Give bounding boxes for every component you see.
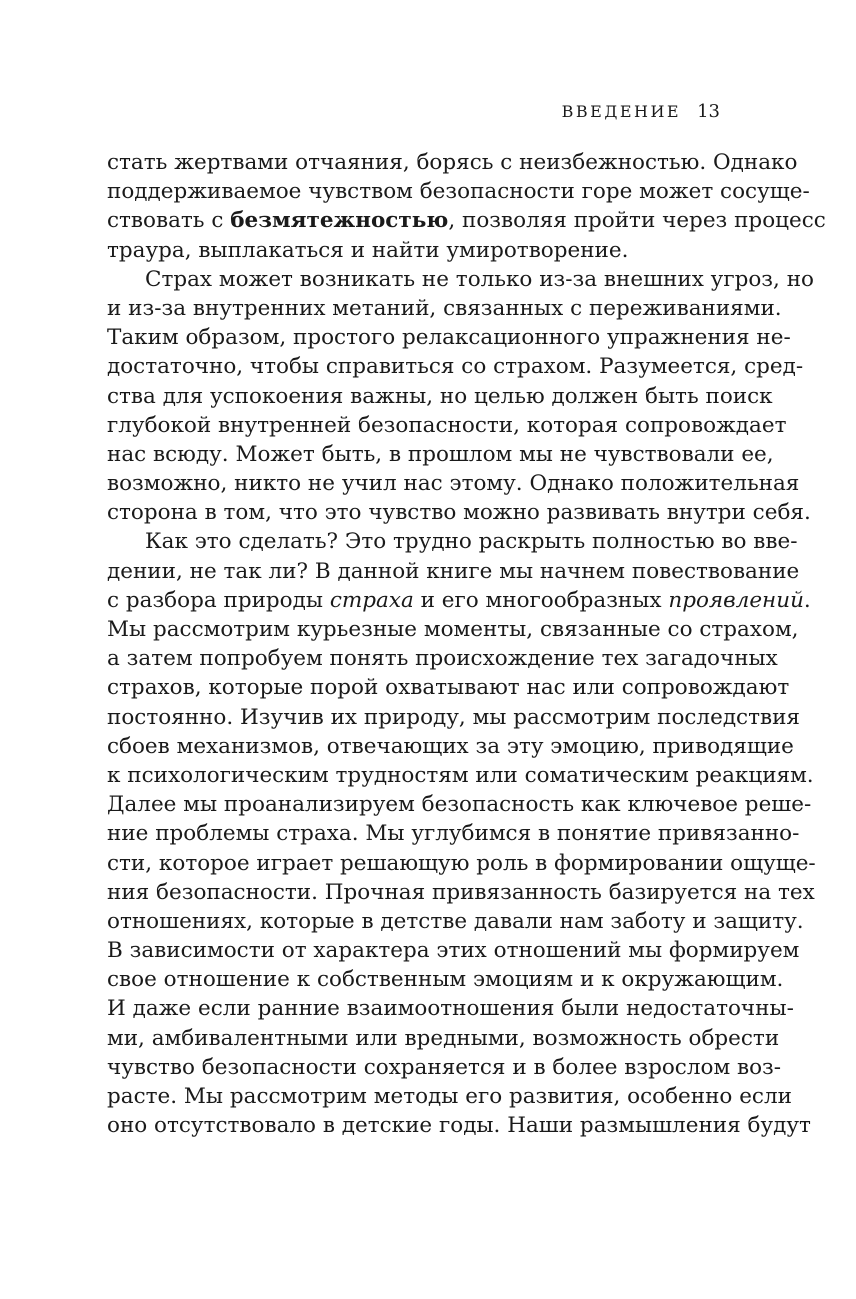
text-line: и из-за внутренних метаний, связанных с переживаниями. (107, 295, 782, 321)
text-line: нас всюду. Может быть, в прошлом мы не чувствовали ее, (107, 441, 774, 467)
text-line: с разбора природы страха и его многообразных проявлений. (107, 587, 811, 613)
text-line: Как это сделать? Это трудно раскрыть полностью во вве- (145, 529, 798, 555)
text-line: отношениях, которые в детстве давали нам заботу и защиту. (107, 908, 804, 934)
text-line: И даже если ранние взаимоотношения были недостаточны- (107, 996, 794, 1022)
running-head-title: ВВЕДЕНИЕ (561, 102, 682, 121)
text-line: сторона в том, что это чувство можно развивать внутри себя. (107, 500, 811, 526)
text-line: ми, амбивалентными или вредными, возможность обрести (107, 1025, 780, 1051)
text-line: В зависимости от характера этих отношений мы формируем (107, 938, 800, 964)
text-line: Таким образом, простого релаксационного упражнения не- (107, 325, 791, 351)
text-line: поддерживаемое чувством безопасности горе может сосуще- (107, 179, 810, 205)
text-line: ние проблемы страха. Мы углубимся в понятие привязанно- (107, 821, 800, 847)
body-text (107, 148, 826, 1140)
text-line: дении, не так ли? В данной книге мы начнем повествование (107, 558, 800, 584)
text-line: Мы рассмотрим курьезные моменты, связанные со страхом, (107, 617, 799, 642)
text-line: траура, выплакаться и найти умиротворение. (107, 237, 629, 263)
text-line: возможно, никто не учил нас этому. Однако положительная (107, 471, 800, 497)
text-line: а затем попробуем понять происхождение тех загадочных (107, 646, 778, 672)
page-number: 13 (697, 101, 720, 122)
text-line: ния безопасности. Прочная привязанность базируется на тех (107, 879, 815, 905)
text-line: Страх может возникать не только из-за внешних угроз, но (145, 266, 814, 292)
text-line: глубокой внутренней безопасности, которая сопровождает (107, 412, 787, 438)
text-line: Далее мы проанализируем безопасность как ключевое реше- (107, 792, 812, 818)
text-line: ствовать с безмятежностью, позволяя пройти через процесс (107, 208, 826, 234)
text-line: постоянно. Изучив их природу, мы рассмотрим последствия (107, 704, 800, 730)
text-line: сти, которое играет решающую роль в формировании ощуще- (107, 850, 816, 876)
text-line: ства для успокоения важны, но целью должен быть поиск (107, 383, 773, 409)
text-line: сбоев механизмов, отвечающих за эту эмоцию, приводящие (107, 733, 794, 759)
text-line: достаточно, чтобы справиться со страхом. Разумеется, сред- (107, 354, 804, 380)
text-line: к психологическим трудностям или соматическим реакциям. (107, 762, 814, 788)
text-line: расте. Мы рассмотрим методы его развития, особенно если (107, 1084, 792, 1109)
paragraph (107, 527, 816, 1140)
text-line: чувство безопасности сохраняется и в более взрослом воз- (107, 1054, 782, 1080)
text-line: свое отношение к собственным эмоциям и к окружающим. (107, 967, 784, 993)
text-line: стать жертвами отчаяния, борясь с неизбежностью. Однако (107, 150, 798, 175)
paragraph (107, 265, 814, 528)
italic-term: страха (329, 587, 414, 613)
text-line: страхов, которые порой охватывают нас или сопровождают (107, 675, 790, 701)
text-line: оно отсутствовало в детские годы. Наши размышления будут (107, 1113, 811, 1139)
bold-term: безмятежностью (230, 208, 449, 234)
italic-term: проявлений (668, 587, 804, 613)
paragraph (107, 148, 826, 265)
running-head (562, 101, 720, 122)
